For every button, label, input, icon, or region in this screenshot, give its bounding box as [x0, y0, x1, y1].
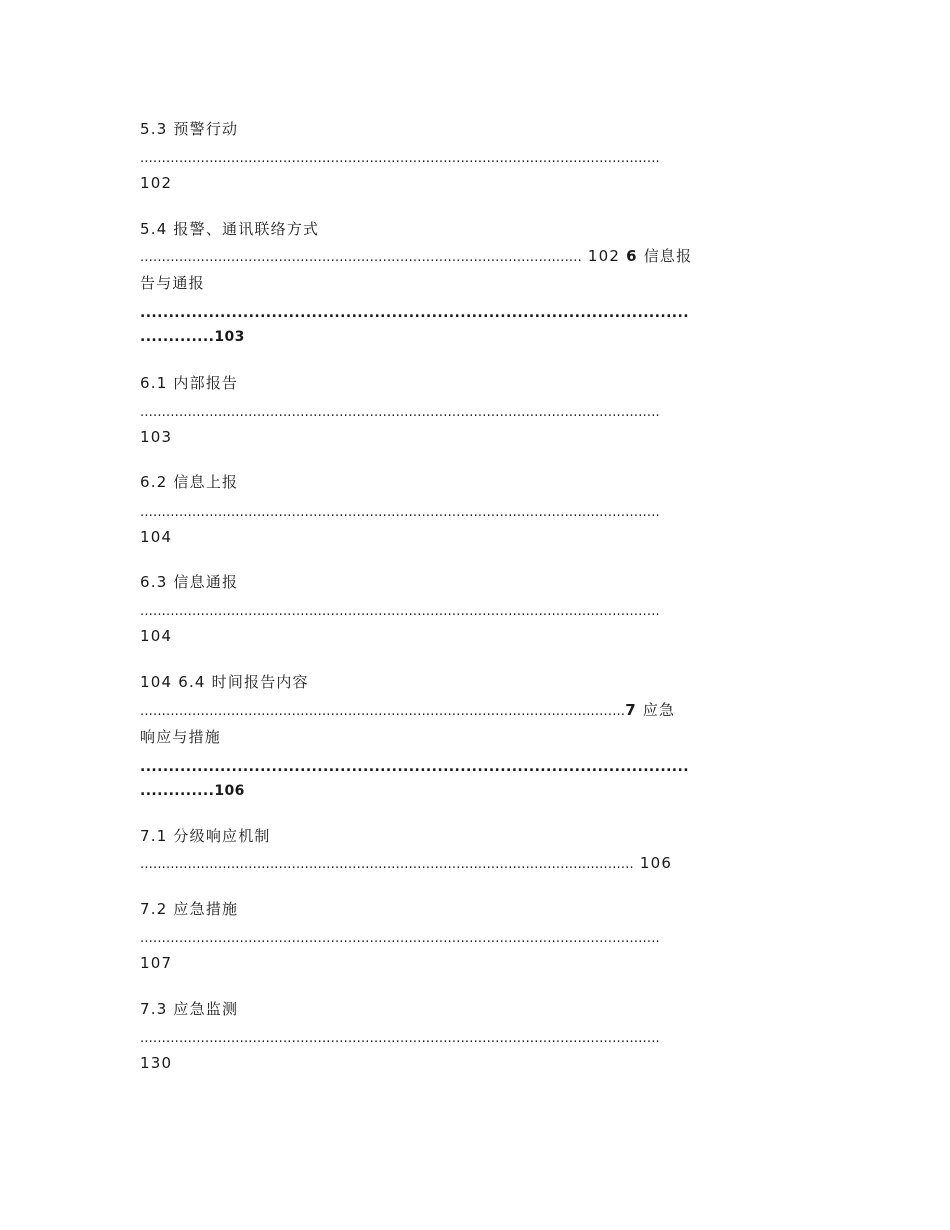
- toc-page-number: 104: [140, 627, 173, 645]
- toc-entry-title: 6.2 信息上报: [140, 473, 239, 491]
- toc-page-number: .............106: [140, 783, 245, 799]
- toc-section-number: 7: [625, 701, 637, 719]
- toc-page-number: 102: [587, 247, 621, 265]
- toc-entry-title: 信息报: [643, 247, 693, 265]
- toc-leader-dots: ................................................................................................: [140, 305, 689, 321]
- toc-entry-title: 5.4 报警、通讯联络方式: [140, 220, 320, 238]
- toc-leader-dots: ................................................................................................: [140, 759, 689, 775]
- toc-leader-dots: ................................................................................................................: [140, 704, 626, 719]
- toc-leader-dots: ........................................................................................................................: [140, 405, 660, 420]
- toc-entry-title: 6.3 信息通报: [140, 573, 239, 591]
- toc-entry-title: 7.1 分级响应机制: [140, 827, 271, 845]
- toc-page-number: 107: [140, 954, 173, 972]
- toc-entry-title: 告与通报: [140, 274, 205, 292]
- toc-entry-title: 5.3 预警行动: [140, 120, 239, 138]
- toc-page-number: 102: [140, 174, 173, 192]
- toc-leader-dots: ........................................................................................................................: [140, 151, 660, 166]
- toc-mixed-line: [140, 853, 672, 875]
- toc-leader-dots: ........................................................................................................................: [140, 1031, 660, 1046]
- toc-page-number: .............103: [140, 329, 245, 345]
- toc-leader-dots: ........................................................................................................................: [140, 505, 660, 520]
- toc-page-number: 106: [639, 854, 673, 872]
- toc-section-number: 6: [626, 247, 638, 265]
- toc-entry-title: 6.1 内部报告: [140, 374, 239, 392]
- toc-page-number: 104: [140, 528, 173, 546]
- toc-entry-title: 104 6.4 时间报告内容: [140, 673, 309, 691]
- toc-page-number: 130: [140, 1054, 173, 1072]
- toc-page-number: 103: [140, 428, 173, 446]
- toc-mixed-line: [140, 246, 692, 268]
- toc-entry-title: 响应与措施: [140, 728, 222, 746]
- toc-mixed-line: [140, 700, 675, 722]
- toc-leader-dots: ........................................................................................................................: [140, 931, 660, 946]
- toc-entry-title: 7.3 应急监测: [140, 1000, 239, 1018]
- toc-entry-title: 7.2 应急措施: [140, 900, 239, 918]
- toc-entry-title: 应急: [642, 701, 676, 719]
- toc-leader-dots: ........................................................................................................................: [140, 604, 660, 619]
- toc-leader-dots: ..................................................................................................................: [140, 857, 634, 872]
- toc-leader-dots: ......................................................................................................: [140, 250, 582, 265]
